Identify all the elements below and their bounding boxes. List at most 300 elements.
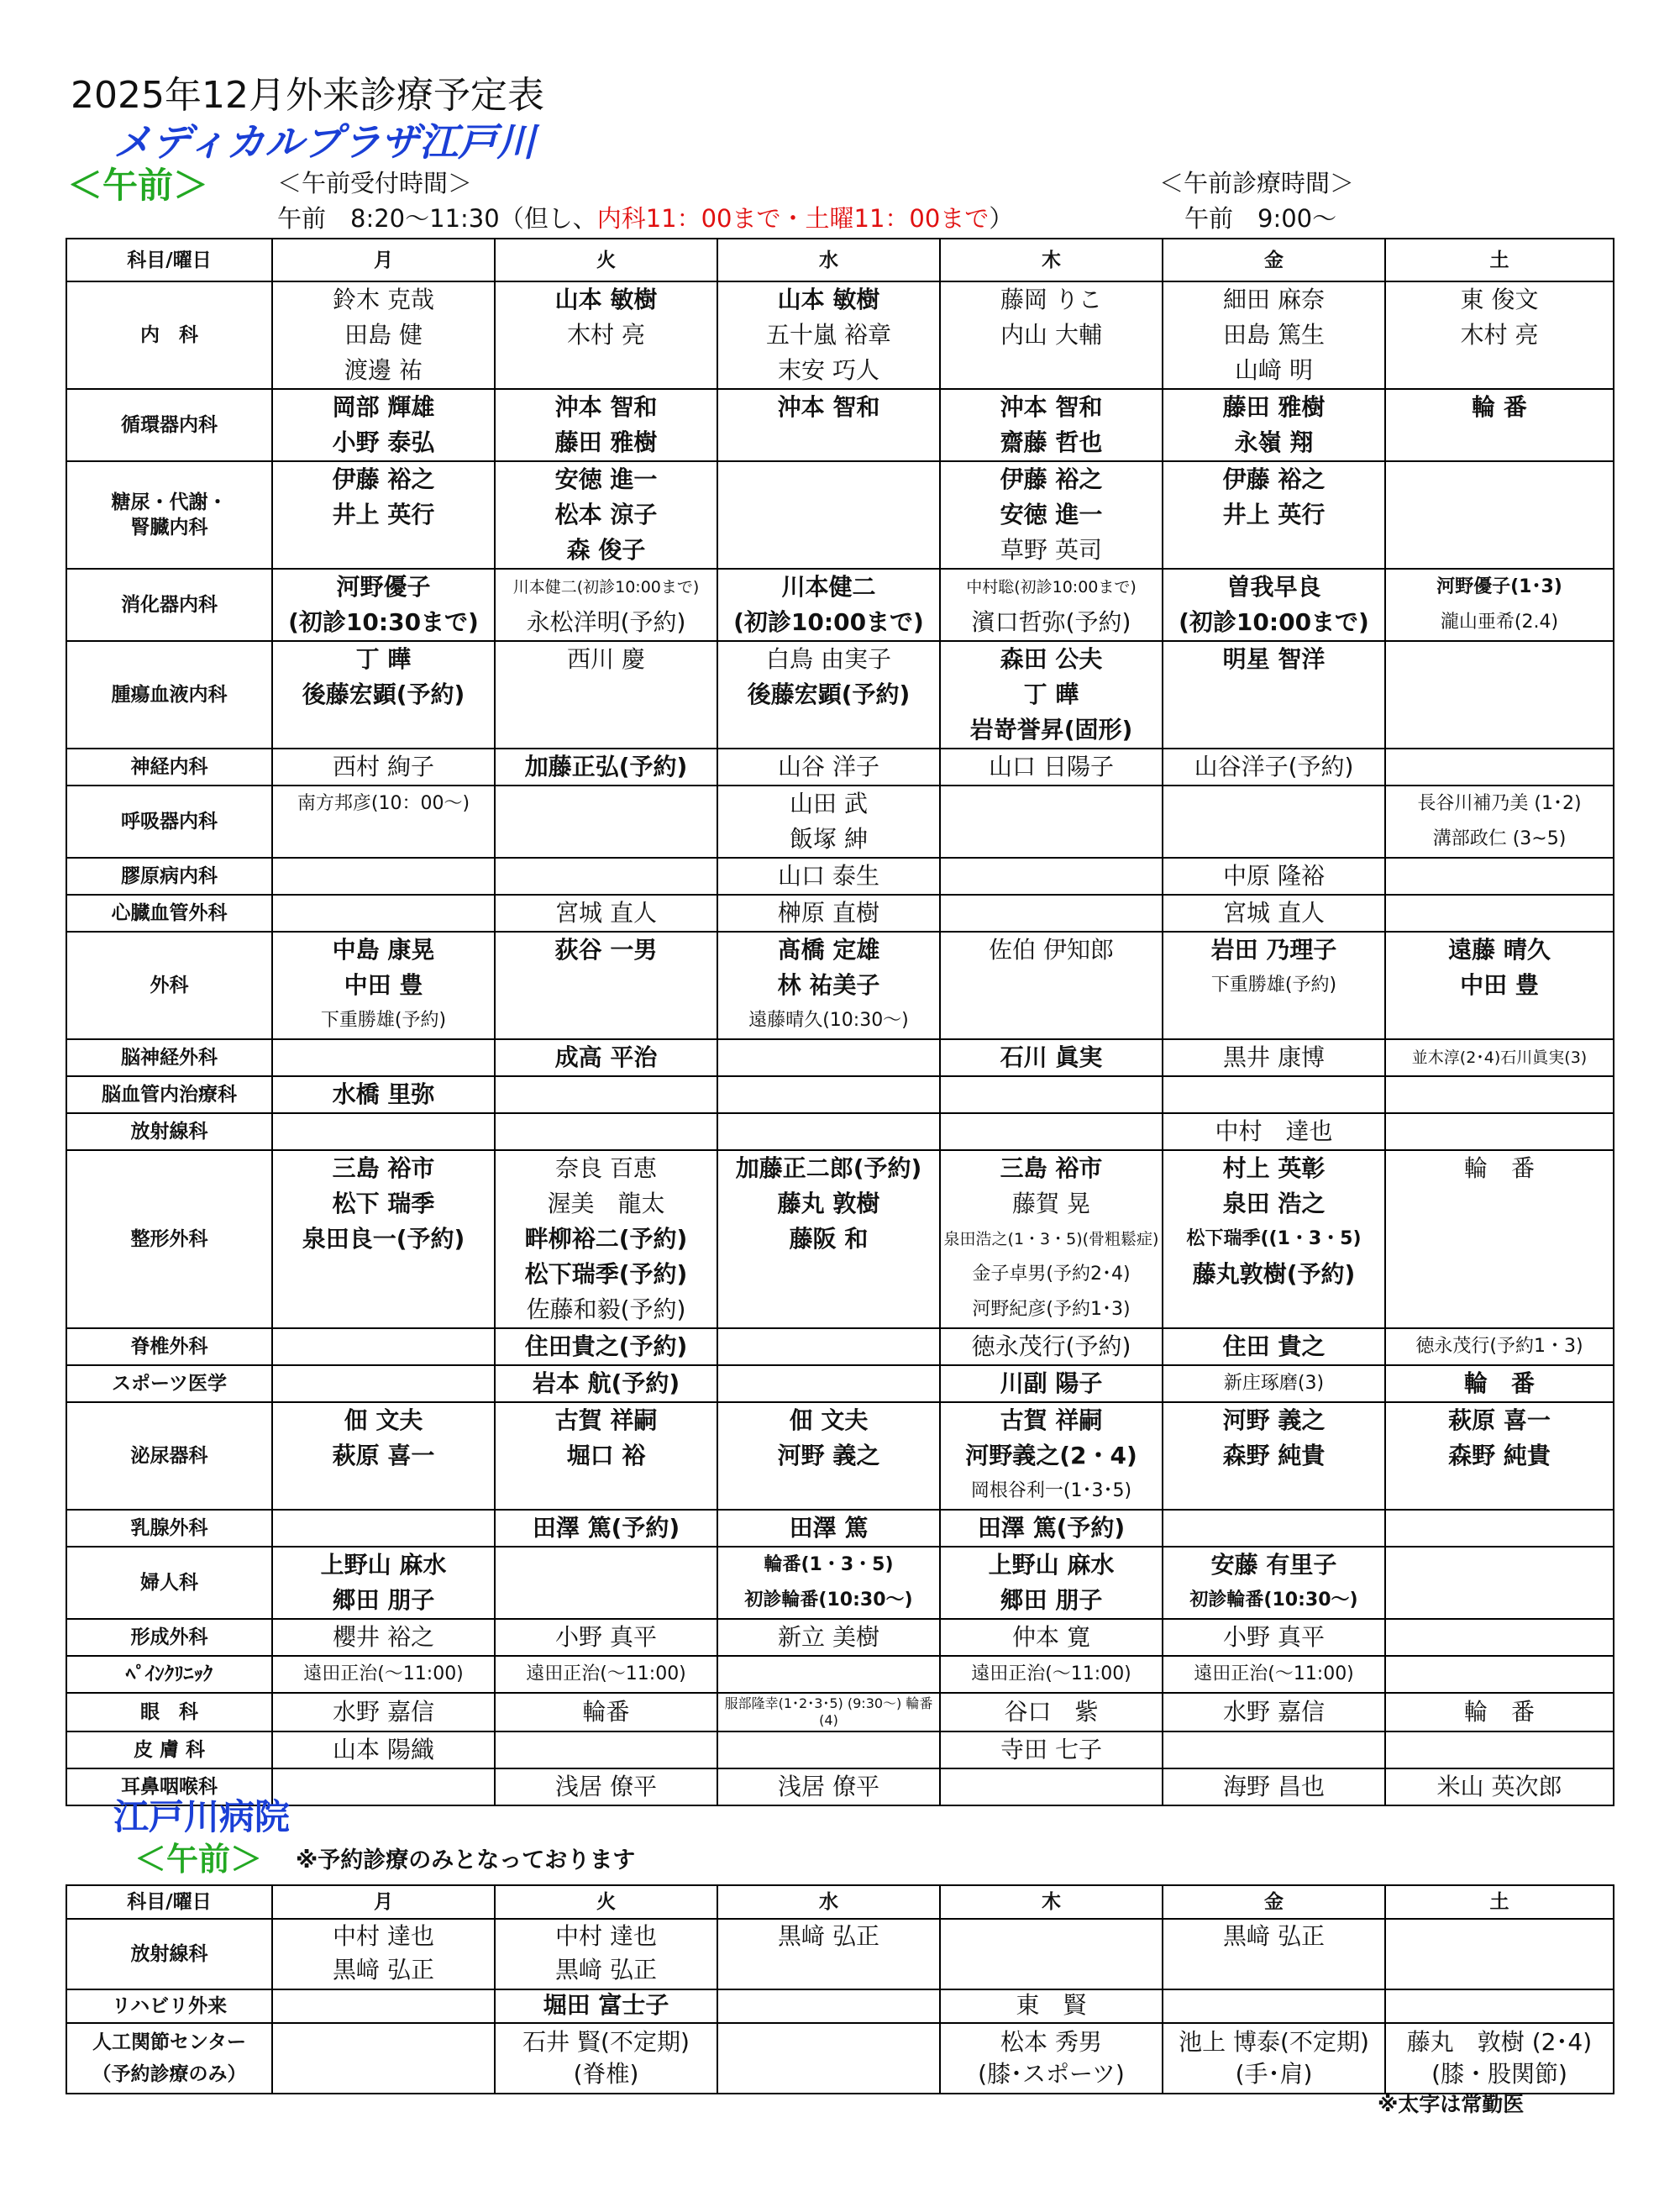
- doctor-name: 岡部 輝雄: [332, 393, 435, 421]
- plaza-header-row: [66, 239, 1614, 281]
- dept-name: [66, 1989, 272, 2023]
- doctor-name: 西川 慶: [567, 645, 645, 673]
- table-row: [66, 389, 1614, 461]
- table-row: [66, 1619, 1614, 1656]
- dept-name-line: 消化器内科: [121, 594, 218, 616]
- dept-name: [66, 1113, 272, 1150]
- schedule-cell: [1385, 895, 1614, 932]
- doctor-name: 松本 秀男: [1000, 2028, 1102, 2056]
- dept-name: [66, 1328, 272, 1365]
- doctor-name: 木村 亮: [1460, 321, 1539, 349]
- dept-name: [66, 1619, 272, 1656]
- schedule-cell: [495, 1510, 717, 1547]
- schedule-cell: [1163, 786, 1385, 858]
- header-day: 土: [1385, 239, 1614, 281]
- dept-name-line: 耳鼻咽喉科: [121, 1776, 218, 1798]
- doctor-name: 川本健二(初診10:00まで): [512, 578, 700, 596]
- schedule-cell: [1163, 749, 1385, 786]
- dept-name: [66, 569, 272, 641]
- schedule-cell: [1385, 1547, 1614, 1619]
- schedule-cell: [272, 1619, 495, 1656]
- doctor-name: 東 俊文: [1460, 286, 1539, 313]
- dept-name-line: 乳腺外科: [130, 1517, 208, 1539]
- doctor-name: 草野 英司: [1000, 536, 1102, 564]
- header-day: 火: [495, 1885, 717, 1919]
- schedule-cell: [1163, 1989, 1385, 2023]
- dept-name-line: 眼 科: [140, 1701, 198, 1723]
- doctor-name: 渡邊 祐: [344, 356, 423, 384]
- dept-name-line: 整形外科: [130, 1228, 208, 1250]
- schedule-cell: [717, 1402, 940, 1510]
- schedule-cell: [272, 1076, 495, 1113]
- doctor-name: 河野義之(2・4): [965, 1442, 1137, 1469]
- doctor-name: 佃 文夫: [789, 1406, 869, 1434]
- section-label-am-hospital: ＜午前＞: [134, 1841, 263, 1878]
- footnote: ※太字は常勤医: [1378, 2092, 1525, 2116]
- table-row: [66, 641, 1614, 749]
- schedule-cell: [495, 1547, 717, 1619]
- schedule-table-hospital: [66, 1884, 1614, 2094]
- header-dept-day: 科目/曜日: [66, 1885, 272, 1919]
- dept-name-line: スポーツ医学: [111, 1373, 228, 1395]
- doctor-name: 下重勝雄(予約): [320, 1010, 447, 1031]
- doctor-name: 郷田 朋子: [332, 1586, 435, 1614]
- header-day: 土: [1385, 1885, 1614, 1919]
- schedule-cell: [1385, 1656, 1614, 1693]
- doctor-name: 輪 番: [1463, 1698, 1535, 1726]
- schedule-cell: [272, 858, 495, 895]
- doctor-name: 黒﨑 弘正: [1223, 1922, 1325, 1950]
- doctor-name: (初診10:00まで): [1179, 608, 1369, 636]
- doctor-name: 遠田正治(～11:00): [303, 1663, 464, 1684]
- schedule-cell: [272, 1510, 495, 1547]
- table-row: [66, 1768, 1614, 1805]
- doctor-name: 黒﨑 弘正: [778, 1922, 879, 1950]
- dept-name: [66, 461, 272, 569]
- dept-name: [66, 389, 272, 461]
- dept-name: [66, 1510, 272, 1547]
- doctor-name: 後藤宏顕(予約): [302, 680, 465, 708]
- schedule-cell: [940, 1150, 1163, 1328]
- header-day: 木: [940, 239, 1163, 281]
- schedule-cell: [495, 858, 717, 895]
- table-row: [66, 1919, 1614, 1989]
- schedule-cell: [717, 1328, 940, 1365]
- schedule-cell: [940, 641, 1163, 749]
- doctor-name: 新庄琢磨(3): [1223, 1373, 1325, 1394]
- dept-name-line: （予約診療のみ）: [92, 2063, 247, 2085]
- consult-hours: 午前 9:00～: [1184, 204, 1337, 233]
- dept-name: [66, 2023, 272, 2094]
- doctor-name: 曽我早良: [1226, 573, 1321, 601]
- doctor-name: 加藤正弘(予約): [524, 753, 688, 780]
- schedule-cell: [940, 1365, 1163, 1402]
- doctor-name: 沖本 智和: [1000, 393, 1103, 421]
- doctor-name: 山本 陽織: [333, 1736, 434, 1763]
- table-row: [66, 749, 1614, 786]
- schedule-cell: [940, 1547, 1163, 1619]
- doctor-name: 服部隆幸(1･2･3･5) (9:30～) 輪番(4): [724, 1695, 933, 1728]
- schedule-cell: [1163, 1510, 1385, 1547]
- doctor-name: 溝部政仁 (3~5): [1432, 828, 1567, 849]
- doctor-name: 輪番: [582, 1698, 630, 1726]
- doctor-name: 齋藤 哲也: [1000, 428, 1103, 456]
- table-row: [66, 281, 1614, 389]
- dept-name-line: 脳神経外科: [121, 1047, 218, 1069]
- schedule-cell: [1385, 1039, 1614, 1076]
- doctor-name: 並木淳(2･4)石川眞実(3): [1411, 1048, 1588, 1067]
- schedule-cell: [272, 1328, 495, 1365]
- doctor-name: 遠田正治(～11:00): [971, 1663, 1131, 1684]
- schedule-cell: [272, 1113, 495, 1150]
- dept-name-line: 腫瘍血液内科: [111, 684, 228, 706]
- doctor-name: 黒﨑 弘正: [333, 1956, 434, 1984]
- doctor-name: 山田 武: [790, 790, 868, 817]
- table-row: [66, 1547, 1614, 1619]
- dept-name: [66, 1547, 272, 1619]
- doctor-name: 中村 達也: [1215, 1117, 1333, 1145]
- doctor-name: 森 俊子: [566, 536, 646, 564]
- doctor-name: 鈴木 克哉: [333, 286, 434, 313]
- schedule-table-plaza: [66, 238, 1614, 1806]
- table-row: [66, 786, 1614, 858]
- doctor-name: 山谷洋子(予約): [1194, 753, 1354, 780]
- dept-name: [66, 786, 272, 858]
- schedule-cell: [717, 1656, 940, 1693]
- doctor-name: (脊椎): [573, 2060, 639, 2088]
- schedule-cell: [495, 1731, 717, 1768]
- schedule-cell: [1385, 1328, 1614, 1365]
- doctor-name: 小野 泰弘: [332, 428, 435, 456]
- doctor-name: 丁 曄: [355, 645, 412, 673]
- doctor-name: 輪 番: [1463, 1369, 1535, 1397]
- schedule-cell: [495, 1076, 717, 1113]
- schedule-cell: [940, 1113, 1163, 1150]
- schedule-cell: [272, 932, 495, 1039]
- doctor-name: 森野 純貴: [1448, 1442, 1551, 1469]
- doctor-name: 木村 亮: [567, 321, 645, 349]
- doctor-name: 村上 英彰: [1222, 1154, 1326, 1182]
- doctor-name: 河野 義之: [777, 1442, 880, 1469]
- doctor-name: 宮城 直人: [1223, 899, 1325, 927]
- dept-name: [66, 1402, 272, 1510]
- doctor-name: 中村聡(初診10:00まで): [966, 578, 1137, 596]
- doctor-name: (膝･スポーツ): [978, 2060, 1125, 2088]
- doctor-name: 内山 大輔: [1000, 321, 1102, 349]
- dept-name-line: 放射線科: [130, 1943, 208, 1965]
- schedule-cell: [495, 1402, 717, 1510]
- dept-name-line: 人工関節センター: [92, 2031, 247, 2053]
- header-day: 金: [1163, 239, 1385, 281]
- doctor-name: 佃 文夫: [344, 1406, 423, 1434]
- doctor-name: 堀口 裕: [566, 1442, 646, 1469]
- doctor-name: 初診輪番(10:30～): [1189, 1590, 1358, 1611]
- dept-name-line: 神経内科: [130, 756, 208, 778]
- schedule-cell: [1163, 858, 1385, 895]
- doctor-name: 森田 公夫: [1000, 645, 1103, 673]
- schedule-cell: [940, 389, 1163, 461]
- doctor-name: 徳永茂行(予約1・3): [1415, 1336, 1583, 1357]
- schedule-cell: [495, 1365, 717, 1402]
- schedule-cell: [717, 749, 940, 786]
- doctor-name: 後藤宏顕(予約): [747, 680, 911, 708]
- table-row: [66, 1039, 1614, 1076]
- doctor-name: 南方邦彦(10：00～): [297, 793, 470, 814]
- schedule-cell: [1163, 1039, 1385, 1076]
- schedule-cell: [495, 1113, 717, 1150]
- schedule-cell: [272, 1039, 495, 1076]
- dept-name-line: 呼吸器内科: [121, 811, 218, 833]
- doctor-name: 黒﨑 弘正: [555, 1956, 657, 1984]
- doctor-name: 古賀 祥嗣: [1000, 1406, 1103, 1434]
- schedule-cell: [1163, 1402, 1385, 1510]
- doctor-name: 藤丸敦樹(予約): [1192, 1260, 1356, 1288]
- doctor-name: 藤賀 晃: [1012, 1190, 1090, 1217]
- doctor-name: 小野 真平: [555, 1623, 657, 1651]
- clinic-name: メディカルプラザ江戸川: [113, 119, 536, 165]
- doctor-name: 遠田正治(～11:00): [1194, 1663, 1354, 1684]
- doctor-name: 上野山 麻水: [988, 1551, 1115, 1579]
- schedule-cell: [717, 1510, 940, 1547]
- dept-name-line: 糖尿・代謝・: [111, 491, 228, 513]
- schedule-cell: [940, 1656, 1163, 1693]
- doctor-name: 住田 貴之: [1222, 1332, 1326, 1360]
- doctor-name: 遠田正治(～11:00): [526, 1663, 686, 1684]
- doctor-name: 沖本 智和: [554, 393, 658, 421]
- doctor-name: 伊藤 裕之: [1222, 465, 1326, 493]
- schedule-cell: [272, 2023, 495, 2094]
- hospital-note: ※予約診療のみとなっております: [296, 1847, 636, 1873]
- schedule-cell: [495, 1619, 717, 1656]
- doctor-name: 藤田 雅樹: [1222, 393, 1326, 421]
- dept-name: [66, 1150, 272, 1328]
- schedule-cell: [1385, 786, 1614, 858]
- dept-name: [66, 1656, 272, 1693]
- doctor-name: 松下瑞季(予約): [524, 1260, 688, 1288]
- schedule-cell: [272, 569, 495, 641]
- schedule-cell: [272, 1656, 495, 1693]
- doctor-name: 岩嵜誉昇(固形): [969, 716, 1133, 744]
- doctor-name: 川副 陽子: [1000, 1369, 1103, 1397]
- schedule-cell: [1163, 1768, 1385, 1805]
- schedule-cell: [940, 1693, 1163, 1731]
- schedule-cell: [717, 569, 940, 641]
- schedule-cell: [495, 461, 717, 569]
- dept-name-line: 内 科: [140, 324, 198, 346]
- schedule-cell: [940, 569, 1163, 641]
- schedule-cell: [272, 1731, 495, 1768]
- doctor-name: 水橋 里弥: [332, 1080, 435, 1108]
- table-row: [66, 569, 1614, 641]
- schedule-cell: [717, 1113, 940, 1150]
- schedule-cell: [1163, 932, 1385, 1039]
- schedule-cell: [495, 1919, 717, 1989]
- doctor-name: 伊藤 裕之: [332, 465, 435, 493]
- schedule-cell: [1385, 1693, 1614, 1731]
- header-day: 火: [495, 239, 717, 281]
- dept-name-line: 脊椎外科: [130, 1336, 208, 1358]
- schedule-cell: [940, 858, 1163, 895]
- doctor-name: 末安 巧人: [778, 356, 879, 384]
- doctor-name: 谷口 紫: [1004, 1698, 1099, 1726]
- schedule-cell: [1163, 569, 1385, 641]
- schedule-cell: [1385, 1768, 1614, 1805]
- table-row: [66, 461, 1614, 569]
- schedule-cell: [1385, 1150, 1614, 1328]
- hospital-header-row: [66, 1885, 1614, 1919]
- schedule-cell: [1385, 1510, 1614, 1547]
- dept-name: [66, 932, 272, 1039]
- dept-name-line: 脳血管内治療科: [102, 1084, 237, 1106]
- header-day: 水: [717, 239, 940, 281]
- doctor-name: 下重勝雄(予約): [1210, 975, 1337, 996]
- dept-name: [66, 1919, 272, 1989]
- schedule-cell: [1163, 1150, 1385, 1328]
- schedule-cell: [495, 1693, 717, 1731]
- hospital-name: 江戸川病院: [113, 1796, 291, 1837]
- schedule-cell: [717, 1989, 940, 2023]
- doctor-name: 萩原 喜一: [1448, 1406, 1551, 1434]
- doctor-name: 安徳 進一: [1000, 501, 1103, 528]
- schedule-cell: [495, 389, 717, 461]
- schedule-cell: [717, 1076, 940, 1113]
- schedule-cell: [940, 895, 1163, 932]
- doctor-name: 濱口哲弥(予約): [971, 608, 1131, 636]
- schedule-cell: [272, 1919, 495, 1989]
- dept-name: [66, 641, 272, 749]
- schedule-cell: [1385, 932, 1614, 1039]
- header-dept-day: 科目/曜日: [66, 239, 272, 281]
- doctor-name: 松下瑞季((1・3・5): [1186, 1228, 1362, 1249]
- doctor-name: 金子卓男(予約2･4): [972, 1264, 1131, 1285]
- doctor-name: 西村 絢子: [333, 753, 434, 780]
- header-day: 水: [717, 1885, 940, 1919]
- schedule-cell: [1385, 1113, 1614, 1150]
- schedule-cell: [940, 1510, 1163, 1547]
- doctor-name: 岩本 航(予約): [532, 1369, 680, 1397]
- doctor-name: 永嶺 翔: [1234, 428, 1314, 456]
- doctor-name: 丁 曄: [1023, 680, 1079, 708]
- dept-name-line: 放射線科: [130, 1121, 208, 1143]
- header-day: 木: [940, 1885, 1163, 1919]
- doctor-name: 松下 瑞季: [332, 1190, 435, 1217]
- doctor-name: 山口 泰生: [778, 862, 879, 890]
- header-day: 月: [272, 239, 495, 281]
- schedule-cell: [717, 786, 940, 858]
- doctor-name: 遠藤晴久(10:30～): [748, 1010, 909, 1031]
- doctor-name: 徳永茂行(予約): [971, 1332, 1131, 1360]
- schedule-cell: [1385, 389, 1614, 461]
- schedule-cell: [1385, 569, 1614, 641]
- doctor-name: 輪番(1・3・5): [764, 1554, 894, 1575]
- doctor-name: 明星 智洋: [1222, 645, 1326, 673]
- table-row: [66, 1402, 1614, 1510]
- table-row: [66, 1693, 1614, 1731]
- doctor-name: 石川 眞実: [1000, 1043, 1103, 1071]
- table-row: [66, 2023, 1614, 2094]
- dept-name-line: 心臓血管外科: [111, 902, 228, 924]
- schedule-cell: [1163, 1365, 1385, 1402]
- doctor-name: 松本 涼子: [554, 501, 658, 528]
- schedule-cell: [1163, 1731, 1385, 1768]
- doctor-name: 伊藤 裕之: [1000, 465, 1103, 493]
- doctor-name: 中島 康晃: [332, 936, 435, 964]
- doctor-name: 山本 敏樹: [777, 286, 880, 313]
- doctor-name: 山口 日陽子: [989, 753, 1114, 780]
- dept-name-line: 泌尿器科: [130, 1445, 208, 1467]
- schedule-cell: [495, 2023, 717, 2094]
- doctor-name: 五十嵐 裕章: [766, 321, 891, 349]
- dept-name-line: 膠原病内科: [121, 865, 218, 887]
- dept-name-line: 外科: [150, 975, 189, 996]
- dept-name-line: 婦人科: [140, 1572, 198, 1594]
- schedule-cell: [272, 1547, 495, 1619]
- schedule-cell: [717, 1693, 940, 1731]
- doctor-name: (手･肩): [1235, 2060, 1313, 2088]
- doctor-name: 山﨑 明: [1235, 356, 1313, 384]
- doctor-name: 榊原 直樹: [778, 899, 879, 927]
- reception-hours: [277, 203, 1013, 234]
- doctor-name: (初診10:00まで): [733, 608, 924, 636]
- doctor-name: 山谷 洋子: [778, 753, 879, 780]
- schedule-cell: [1163, 1693, 1385, 1731]
- dept-name: [66, 895, 272, 932]
- table-row: [66, 1656, 1614, 1693]
- doctor-name: 成高 平治: [554, 1043, 658, 1071]
- schedule-cell: [1385, 1402, 1614, 1510]
- schedule-cell: [1385, 1919, 1614, 1989]
- doctor-name: 河野優子: [336, 573, 431, 601]
- table-row: [66, 1510, 1614, 1547]
- schedule-cell: [940, 2023, 1163, 2094]
- reception-hours-label: ＜午前受付時間＞: [277, 169, 473, 197]
- doctor-name: 田島 健: [344, 321, 423, 349]
- doctor-name: 沖本 智和: [777, 393, 880, 421]
- table-row: [66, 1150, 1614, 1328]
- doctor-name: 泉田 浩之: [1222, 1190, 1326, 1217]
- doctor-name: 飯塚 紳: [790, 825, 868, 853]
- dept-name-line: リハビリ外来: [111, 1995, 228, 2017]
- schedule-cell: [717, 1547, 940, 1619]
- schedule-cell: [940, 1076, 1163, 1113]
- schedule-cell: [272, 281, 495, 389]
- schedule-cell: [495, 641, 717, 749]
- doctor-name: 黒井 康博: [1223, 1043, 1325, 1071]
- schedule-cell: [1385, 1731, 1614, 1768]
- table-row: [66, 895, 1614, 932]
- doctor-name: 池上 博泰(不定期): [1179, 2028, 1369, 2056]
- schedule-cell: [717, 1768, 940, 1805]
- doctor-name: 林 祐美子: [777, 971, 880, 999]
- doctor-name: 藤丸 敦樹 (2･4): [1406, 2028, 1593, 2056]
- schedule-cell: [1163, 1547, 1385, 1619]
- dept-name-line: 皮 膚 科: [133, 1739, 205, 1761]
- schedule-cell: [1163, 1113, 1385, 1150]
- doctor-name: 水野 嘉信: [333, 1698, 434, 1726]
- doctor-name: 萩原 喜一: [332, 1442, 435, 1469]
- doctor-name: 宮城 直人: [555, 899, 657, 927]
- schedule-cell: [1385, 1365, 1614, 1402]
- doctor-name: 仲本 寛: [1012, 1623, 1090, 1651]
- doctor-name: 田島 篤生: [1223, 321, 1325, 349]
- schedule-cell: [495, 749, 717, 786]
- doctor-name: 海野 昌也: [1223, 1773, 1325, 1800]
- schedule-cell: [272, 1150, 495, 1328]
- schedule-cell: [495, 1989, 717, 2023]
- doctor-name: 三島 裕市: [1000, 1154, 1103, 1182]
- schedule-cell: [1385, 858, 1614, 895]
- doctor-name: 井上 英行: [1222, 501, 1326, 528]
